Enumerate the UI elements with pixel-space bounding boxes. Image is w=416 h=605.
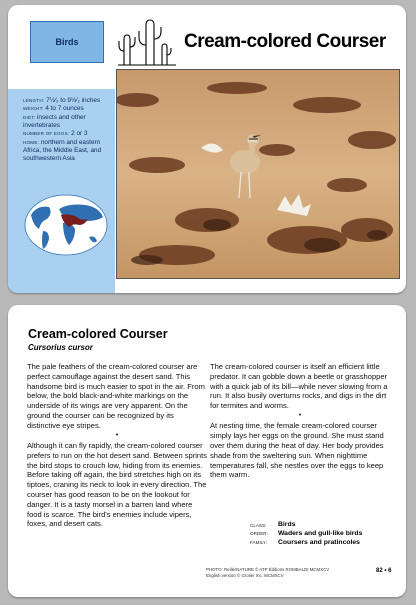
front-card [8, 5, 406, 293]
world-map [23, 193, 109, 257]
back-card [8, 305, 406, 597]
photo-credits: PHOTO: Reille/NATURE © ATP Éditions ROMBALDI MCMXCV English version © Grolier Inc. MCMXCV [206, 567, 330, 579]
family-row: FAMILY: Coursers and pratincoles [250, 538, 360, 546]
fact-home: HOME: northern and eastern Africa, the Middle East, and southwestern Asia [23, 138, 102, 163]
cactus-icon [116, 17, 178, 67]
paragraph: Although it can fly rapidly, the cream-colored courser prefers to run on the hot desert sand. Between sprints the bird stops to crouch low, hiding from its enemies. Before taking off again, the bird stretches high on its tiptoes, craning its neck to look in every direction. The courser has good reason to be on the lookout for danger. It is a tasty morsel in a barren land where food is scarce. The bird's enemies include vipers, foxes, and desert cats. [27, 440, 207, 529]
text-column-right [210, 362, 390, 480]
card-code: 82 • 6 [376, 568, 392, 574]
fact-weight: WEIGHT: 4 to 7 ounces [23, 105, 84, 113]
text-column-left [27, 362, 207, 529]
paragraph: The cream-colored courser is itself an efficient little predator. It can gobble down a beetle or grasshopper with a quick jab of its bill—while never slowing from a run. It also busily overturns rocks, and digs in the dirt for termites and worms. [210, 362, 388, 411]
back-title: Cream-colored Courser [28, 327, 168, 341]
fact-list [23, 97, 117, 164]
order-row: ORDER: Waders and gull-like birds [250, 529, 363, 537]
fact-diet: DIET: insects and other invertebrates [23, 113, 86, 129]
paragraph: At nesting time, the female cream-colored courser simply lays her eggs on the ground. She must stand over them during the heat of day. Her body provides shade from the sweltering sun. When nighttime temperatures fall, she nestles over the eggs to keep them warm. [210, 421, 384, 480]
courser-photo [116, 69, 400, 279]
fact-length: LENGTH: 7½⁄₂ to 9½⁄₂ inches [23, 97, 101, 104]
bullet-separator: • [298, 411, 302, 419]
classification [250, 521, 362, 548]
scientific-name: Cursorius cursor [28, 343, 93, 352]
category-label: Birds [55, 37, 79, 47]
category-tab [30, 21, 104, 63]
class-row: CLASS: Birds [250, 521, 296, 528]
front-title: Cream-colored Courser [184, 31, 386, 52]
fact-eggs: NUMBER OF EGGS: 2 or 3 [23, 130, 88, 138]
paragraph: The pale feathers of the cream-colored courser are perfect camouflage against the desert sand. This handsome bird is much easier to spot in the air. From below, the bold black-and-white markings on the underside of its wings are very apparent. On the ground the courser can be recognized by its distinctive eye stripes. [27, 362, 205, 430]
bullet-separator: • [115, 431, 119, 439]
desert-scene [117, 70, 399, 278]
